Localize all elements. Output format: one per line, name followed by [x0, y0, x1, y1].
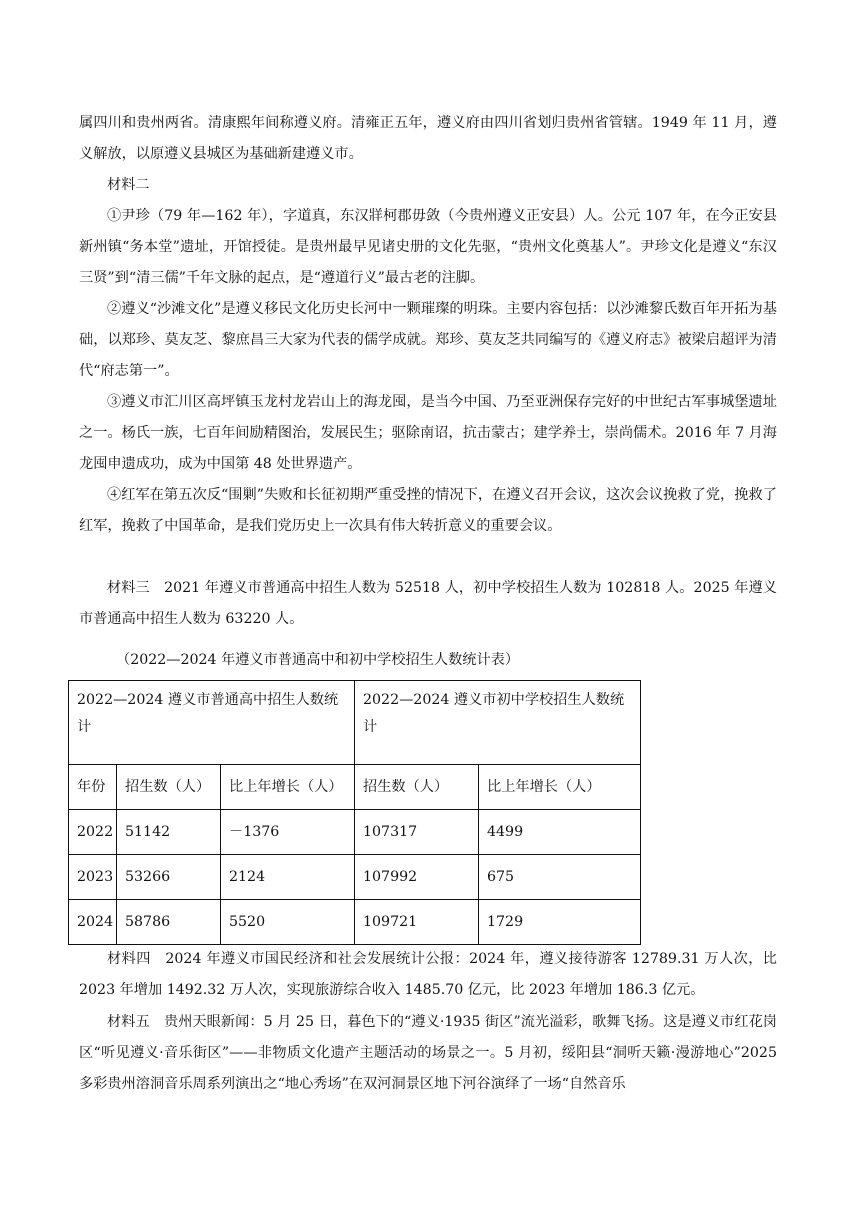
cell-mid-growth: 4499	[479, 810, 641, 855]
paragraph-history: 属四川和贵州两省。清康熙年间称遵义府。清雍正五年，遵义府由四川省划归贵州省管辖。1949 年 11 月，遵义解放，以原遵义县城区为基础新建遵义市。	[79, 115, 777, 162]
table-row	[69, 810, 641, 855]
cell-mid-growth: 1729	[479, 900, 641, 945]
cell-year: 2024	[69, 900, 117, 945]
column-header-high-growth: 比上年增长（人）	[221, 765, 355, 810]
group-header-middle-school: 2022—2024 遵义市初中学校招生人数统计	[355, 681, 641, 765]
cell-mid-enroll: 109721	[355, 900, 479, 945]
table-group-header-row	[69, 681, 641, 765]
material-three: 材料三 2021 年遵义市普通高中招生人数为 52518 人，初中学校招生人数为 102818 人。2025 年遵义市普通高中招生人数为 63220 人。	[79, 580, 777, 627]
cell-high-enroll: 58786	[117, 900, 221, 945]
cell-year: 2022	[69, 810, 117, 855]
material-two-title: 材料二	[107, 177, 150, 193]
table-row	[69, 855, 641, 900]
group-header-high-school: 2022—2024 遵义市普通高中招生人数统计	[69, 681, 355, 765]
enrollment-table	[68, 680, 641, 945]
cell-mid-enroll: 107317	[355, 810, 479, 855]
material-two-item-4: ④红军在第五次反“围剿”失败和长征初期严重受挫的情况下，在遵义召开会议，这次会议挽救了党，挽救了红军，挽救了中国革命，是我们党历史上一次具有伟大转折意义的重要会议。	[79, 487, 777, 534]
column-header-high-enroll: 招生数（人）	[117, 765, 221, 810]
cell-high-enroll: 53266	[117, 855, 221, 900]
material-two-item-1: ①尹珍（79 年—162 年），字道真，东汉牂柯郡毋敛（今贵州遵义正安县）人。公元 107 年，在今正安县新州镇“务本堂”遗址，开馆授徒。是贵州最早见诸史册的文化先驱，“贵州文化奠基人”。尹珍文化是遵义“东汉三贤”到“清三儒”千年文脉的起点，是“遵道行义”最古老的注脚。	[79, 208, 777, 286]
material-two-item-2: ②遵义“沙滩文化”是遵义移民文化历史长河中一颗璀璨的明珠。主要内容包括：以沙滩黎氏数百年开拓为基础，以郑珍、莫友芝、黎庶昌三大家为代表的儒学成就。郑珍、莫友芝共同编写的《遵义府志》被梁启超评为清代“府志第一”。	[79, 301, 777, 379]
table-column-header-row	[69, 765, 641, 810]
table-row	[69, 900, 641, 945]
cell-mid-growth: 675	[479, 855, 641, 900]
cell-high-growth: －1376	[221, 810, 355, 855]
cell-year: 2023	[69, 855, 117, 900]
cell-high-growth: 2124	[221, 855, 355, 900]
table-caption: （2022—2024 年遵义市普通高中和初中学校招生人数统计表）	[116, 652, 520, 668]
column-header-year: 年份	[69, 765, 117, 810]
material-four: 材料四 2024 年遵义市国民经济和社会发展统计公报：2024 年，遵义接待游客 12789.31 万人次，比 2023 年增加 1492.32 万人次，实现旅游综合收入 1485.70 亿元，比 2023 年增加 186.3 亿元。	[79, 951, 777, 998]
material-five: 材料五 贵州天眼新闻：5 月 25 日，暮色下的“遵义·1935 街区”流光溢彩，歌舞飞扬。这是遵义市红花岗区“听见遵义·音乐街区”——非物质文化遗产主题活动的场景之一。5 月初，绥阳县“洞听天籁·漫游地心”2025 多彩贵州溶洞音乐周系列演出之“地心秀场”在双河洞景区地下河谷演绎了一场“自然音乐	[79, 1014, 777, 1092]
column-header-mid-enroll: 招生数（人）	[355, 765, 479, 810]
cell-high-growth: 5520	[221, 900, 355, 945]
cell-high-enroll: 51142	[117, 810, 221, 855]
column-header-mid-growth: 比上年增长（人）	[479, 765, 641, 810]
material-two-item-3: ③遵义市汇川区高坪镇玉龙村龙岩山上的海龙囤，是当今中国、乃至亚洲保存完好的中世纪古军事城堡遗址之一。杨氏一族，七百年间励精图治，发展民生；驱除南诏，抗击蒙古；建学养士，崇尚儒术。2016 年 7 月海龙囤申遗成功，成为中国第 48 处世界遗产。	[79, 394, 777, 472]
cell-mid-enroll: 107992	[355, 855, 479, 900]
